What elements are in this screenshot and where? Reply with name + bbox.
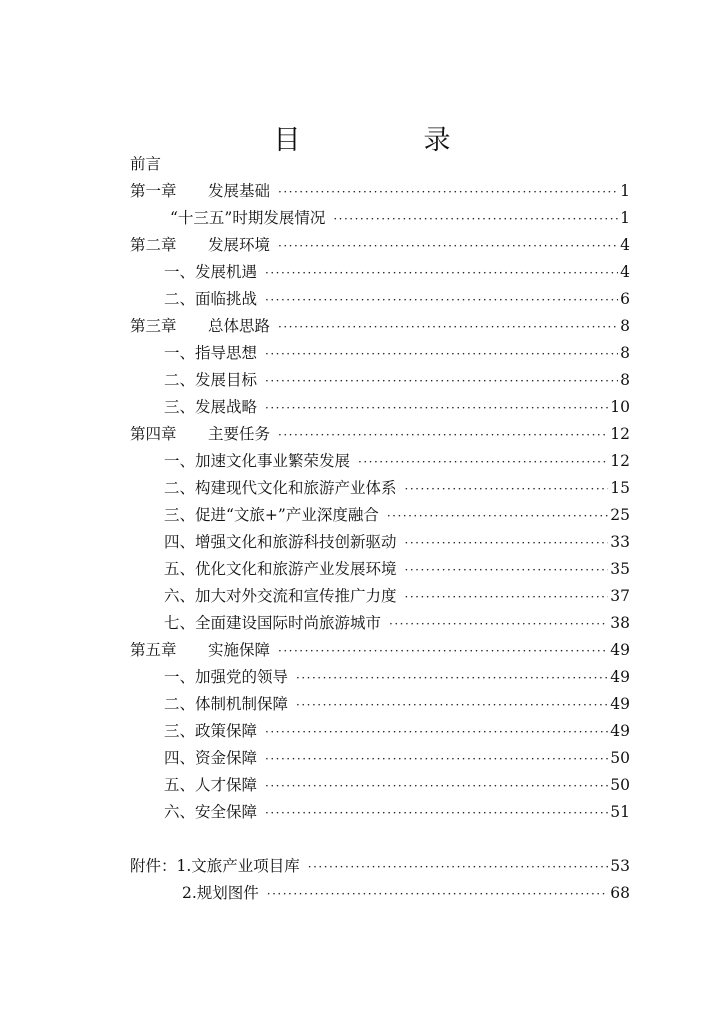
dot-leader (265, 287, 618, 314)
toc-entry[interactable] (130, 421, 630, 448)
toc-entry[interactable] (130, 637, 630, 664)
entry-text: 三、发展战略 (164, 398, 258, 416)
toc-page-number: 49 (610, 668, 630, 686)
toc-page-number: 8 (620, 317, 630, 335)
toc-entry-label (164, 718, 257, 745)
dot-leader (405, 476, 609, 503)
toc-entry[interactable] (130, 880, 630, 907)
toc-entry-label (164, 394, 257, 421)
toc-entry[interactable] (130, 583, 630, 610)
toc-entry-label (164, 529, 397, 556)
toc-page-number: 50 (610, 776, 630, 794)
toc-entry-label (164, 475, 397, 502)
toc-page-number: 33 (610, 533, 630, 551)
toc-entry[interactable] (130, 259, 630, 286)
dot-leader (308, 854, 608, 881)
dot-leader (278, 422, 608, 449)
toc-entry[interactable] (130, 367, 630, 394)
dot-leader (296, 692, 608, 719)
toc-entry-label (130, 151, 161, 178)
toc-page-number: 8 (620, 344, 630, 362)
toc-entry-label (164, 691, 288, 718)
dot-leader (358, 449, 608, 476)
toc-page-number: 51 (610, 803, 630, 821)
entry-text: 实施保障 (208, 641, 271, 659)
toc-page-number: 15 (610, 479, 630, 497)
toc-entry[interactable] (130, 502, 630, 529)
chapter-number: 第五章 (130, 641, 177, 659)
toc-page-number: 68 (610, 884, 630, 902)
toc-entry[interactable] (130, 718, 630, 745)
toc-entry[interactable] (130, 853, 630, 880)
entry-text: 发展基础 (208, 182, 271, 200)
toc-entry[interactable] (130, 340, 630, 367)
entry-text: 总体思路 (208, 317, 271, 335)
toc-entry[interactable] (130, 745, 630, 772)
toc-entry[interactable] (130, 394, 630, 421)
toc-page-number: 50 (610, 749, 630, 767)
dot-leader (265, 395, 608, 422)
toc-page-number: 4 (620, 236, 630, 254)
toc-page-number: 6 (620, 290, 630, 308)
entry-text: 一、加速文化事业繁荣发展 (164, 452, 351, 470)
toc-page-number: 4 (620, 263, 630, 281)
toc-page-number: 1 (620, 209, 630, 227)
dot-leader (265, 773, 608, 800)
entry-text: 五、人才保障 (164, 776, 258, 794)
dot-leader (265, 260, 618, 287)
dot-leader (265, 341, 618, 368)
toc-page-number: 38 (610, 614, 630, 632)
entry-text: 二、体制机制保障 (164, 695, 289, 713)
toc-entry-label (170, 205, 325, 232)
toc-entry[interactable] (130, 205, 630, 232)
entry-text: 七、全面建设国际时尚旅游城市 (164, 614, 382, 632)
toc-entry[interactable] (130, 151, 630, 178)
chapter-number: 第三章 (130, 317, 177, 335)
entry-text: 二、面临挑战 (164, 290, 258, 308)
toc-entry-label (164, 664, 288, 691)
dot-leader (265, 368, 618, 395)
dot-leader (267, 881, 608, 908)
toc-entry[interactable] (130, 313, 630, 340)
toc-entry[interactable] (130, 610, 630, 637)
toc-page-number: 8 (620, 371, 630, 389)
toc-entry-label (182, 880, 259, 907)
dot-leader (333, 206, 618, 233)
appendix-text: 附件：1.文旅产业项目库 (130, 857, 300, 875)
entry-text: 四、增强文化和旅游科技创新驱动 (164, 533, 397, 551)
toc-entry-label (164, 448, 350, 475)
dot-leader (278, 179, 618, 206)
toc-entry-label (164, 745, 257, 772)
dot-leader (405, 584, 609, 611)
chapter-number: 第四章 (130, 425, 177, 443)
entry-text: 三、政策保障 (164, 722, 258, 740)
entry-text: 一、加强党的领导 (164, 668, 289, 686)
toc-page-number: 1 (620, 182, 630, 200)
toc-entry[interactable] (130, 286, 630, 313)
chapter-number: 第二章 (130, 236, 177, 254)
toc-entry[interactable] (130, 529, 630, 556)
toc-entry-label (164, 556, 397, 583)
toc-entry-label (130, 637, 270, 664)
entry-text: 三、促进“文旅+”产业深度融合 (164, 506, 379, 524)
entry-text: 前言 (130, 155, 162, 173)
dot-leader (265, 746, 608, 773)
toc-entry-label (130, 853, 300, 880)
toc-entry-label (130, 421, 270, 448)
dot-leader (278, 233, 618, 260)
toc-page-number: 35 (610, 560, 630, 578)
entry-text: 二、构建现代文化和旅游产业体系 (164, 479, 397, 497)
toc-page-number: 12 (610, 452, 630, 470)
dot-leader (387, 503, 608, 530)
toc-entry-label (164, 502, 379, 529)
table-of-contents (130, 151, 630, 907)
toc-page-number: 12 (610, 425, 630, 443)
toc-entry[interactable] (130, 475, 630, 502)
toc-entry[interactable] (130, 691, 630, 718)
entry-text: 二、发展目标 (164, 371, 258, 389)
toc-entry[interactable] (130, 772, 630, 799)
entry-text: 一、指导思想 (164, 344, 258, 362)
dot-leader (278, 638, 608, 665)
toc-entry-label (164, 367, 257, 394)
entry-text: 四、资金保障 (164, 749, 258, 767)
toc-entry-label (164, 583, 397, 610)
entry-text: 六、加大对外交流和宣传推广力度 (164, 587, 397, 605)
dot-leader (296, 665, 608, 692)
toc-entry-label (164, 340, 257, 367)
appendix-text: 2.规划图件 (182, 884, 259, 902)
toc-entry[interactable] (130, 799, 630, 826)
toc-entry[interactable] (130, 178, 630, 205)
toc-entry[interactable] (130, 232, 630, 259)
dot-leader (265, 719, 608, 746)
toc-page-number: 49 (610, 695, 630, 713)
dot-leader (278, 314, 618, 341)
entry-text: 主要任务 (208, 425, 271, 443)
toc-entry-label (164, 799, 257, 826)
toc-entry[interactable] (130, 556, 630, 583)
toc-entry-label (164, 286, 257, 313)
toc-page-number: 37 (610, 587, 630, 605)
toc-page-number: 49 (610, 641, 630, 659)
dot-leader (265, 800, 608, 827)
dot-leader (405, 557, 609, 584)
chapter-number: 第一章 (130, 182, 177, 200)
toc-entry-label (130, 313, 270, 340)
dot-leader (389, 611, 608, 638)
toc-page-number: 53 (610, 857, 630, 875)
entry-text: “十三五”时期发展情况 (170, 209, 326, 227)
toc-page-number: 10 (610, 398, 630, 416)
toc-entry-label (130, 232, 270, 259)
toc-entry[interactable] (130, 448, 630, 475)
toc-page-number: 25 (610, 506, 630, 524)
toc-entry[interactable] (130, 664, 630, 691)
entry-text: 发展环境 (208, 236, 271, 254)
toc-entry-label (164, 259, 257, 286)
toc-entry-label (164, 772, 257, 799)
entry-text: 一、发展机遇 (164, 263, 258, 281)
dot-leader (405, 530, 609, 557)
toc-entry-label (164, 610, 381, 637)
toc-title: 目 录 (273, 125, 499, 156)
entry-text: 五、优化文化和旅游产业发展环境 (164, 560, 397, 578)
toc-page-number: 49 (610, 722, 630, 740)
entry-text: 六、安全保障 (164, 803, 258, 821)
toc-entry-label (130, 178, 270, 205)
